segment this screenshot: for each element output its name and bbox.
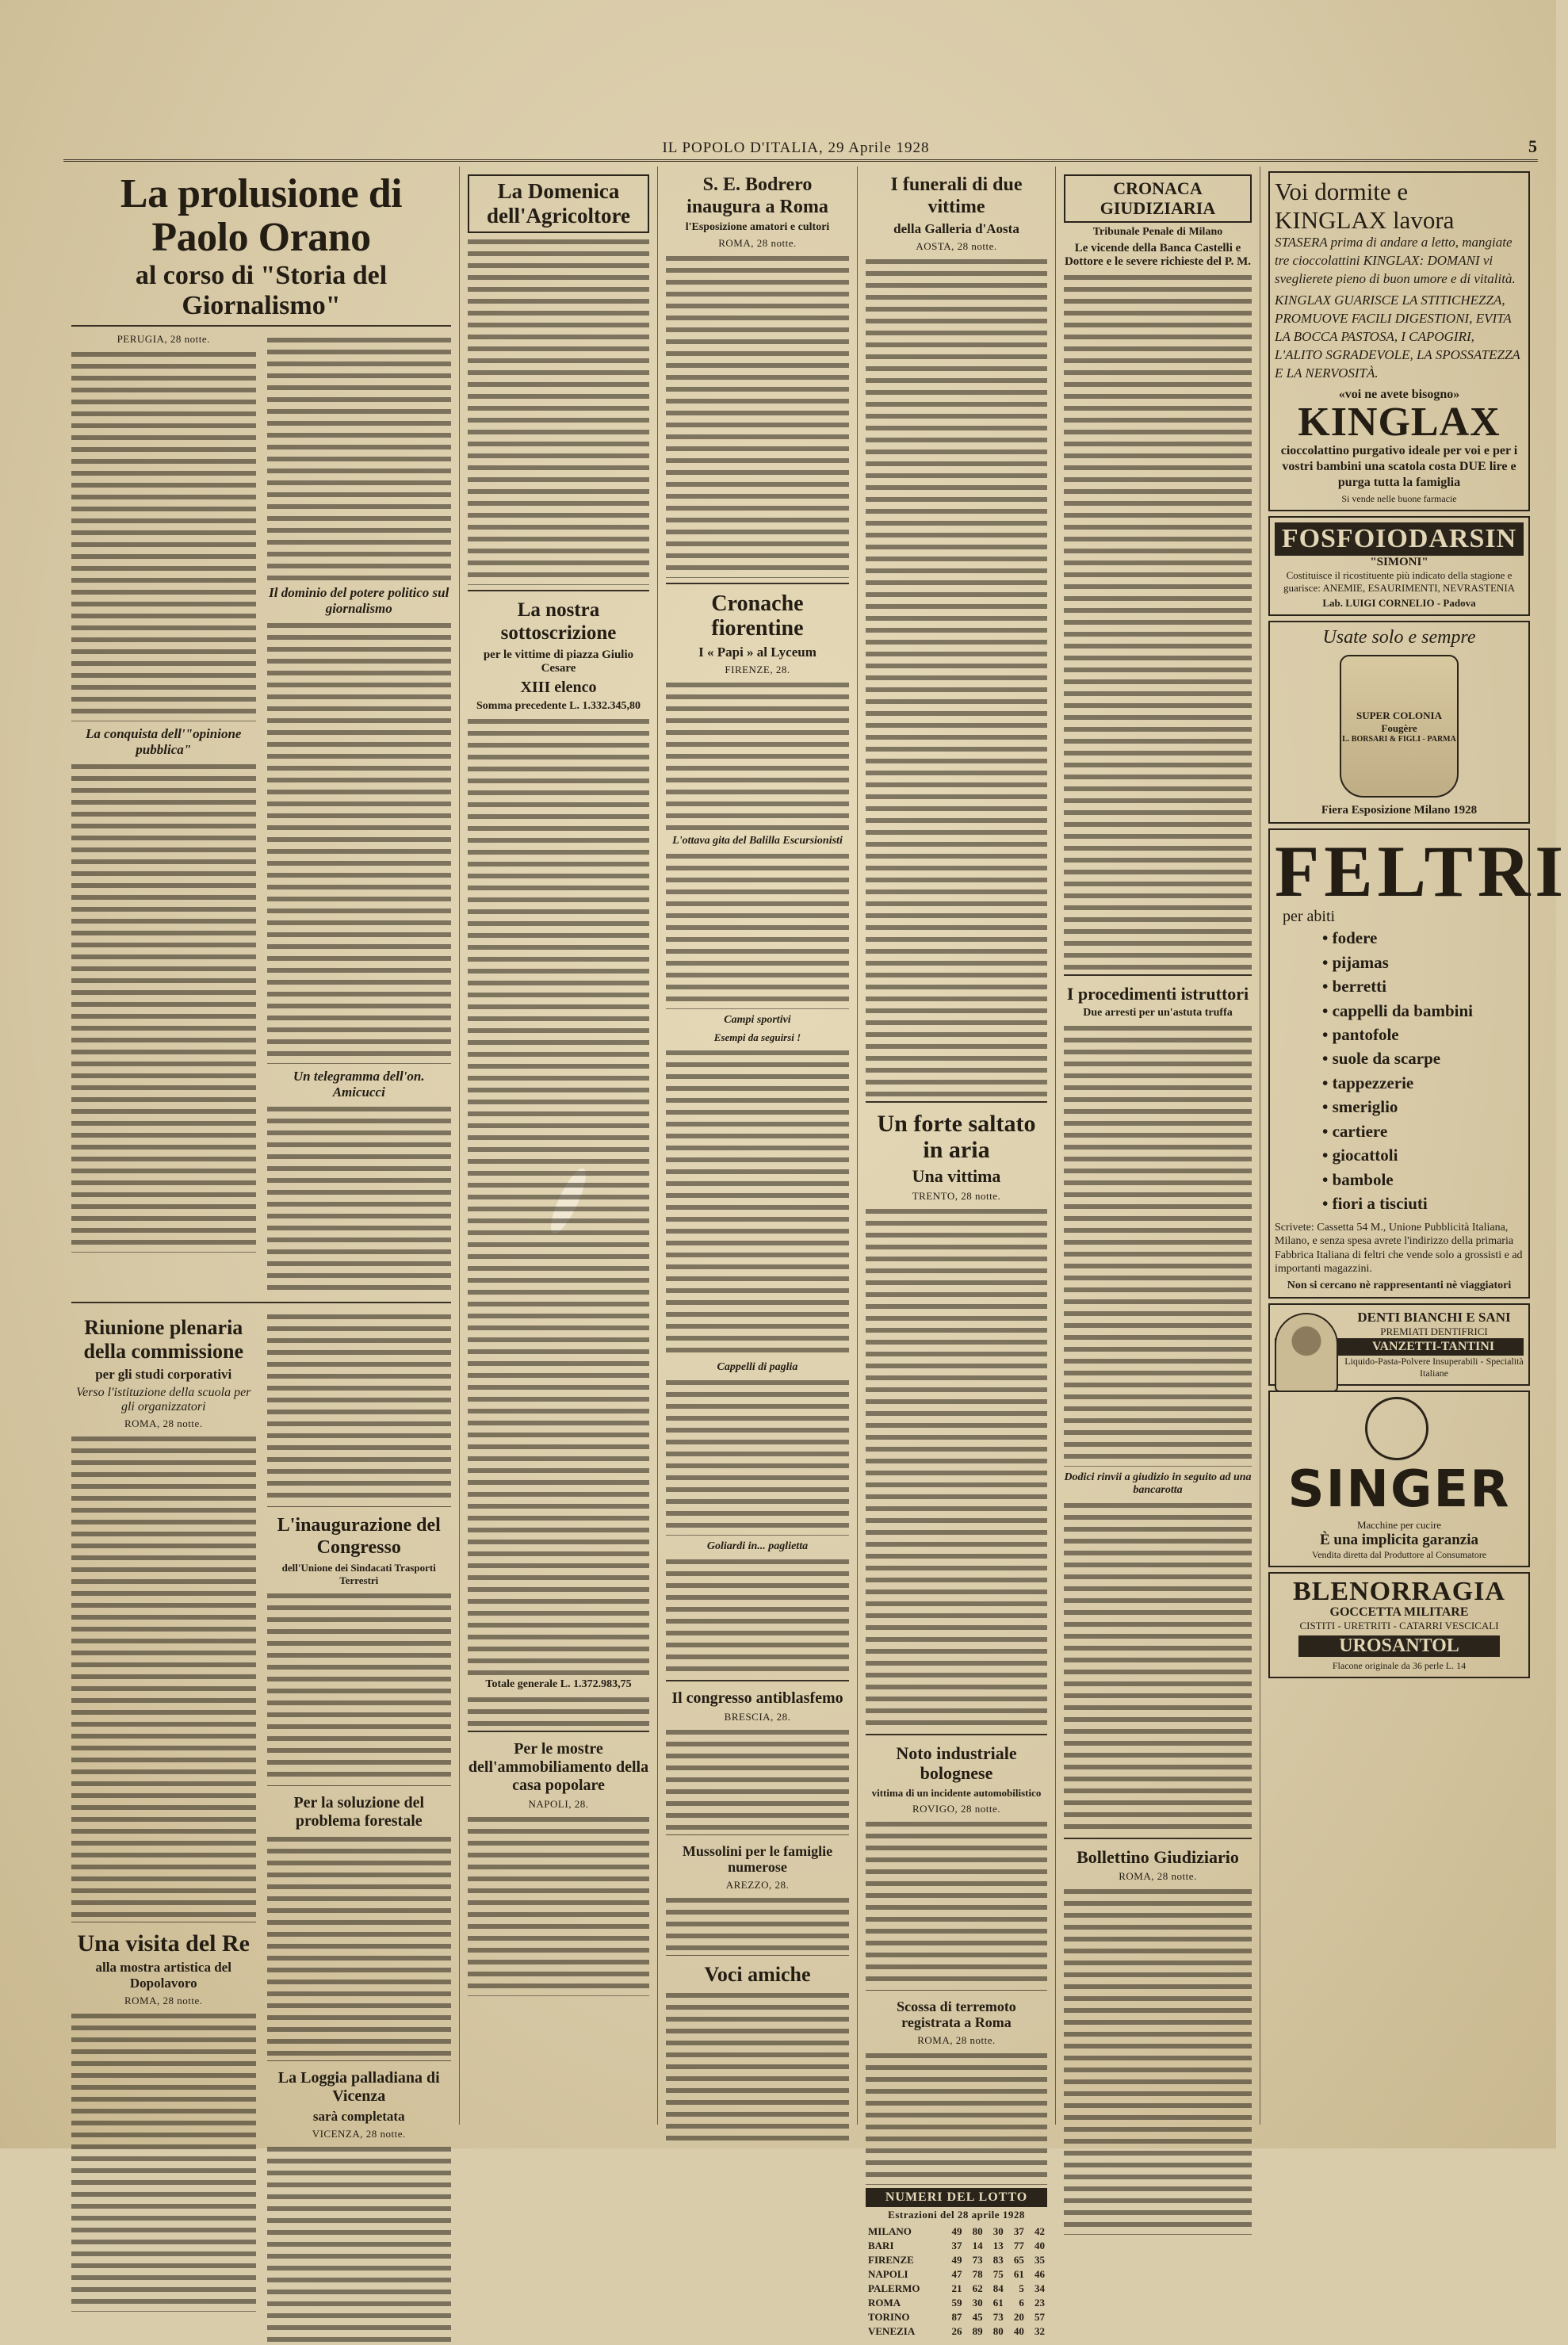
lotto-city: FIRENZE xyxy=(868,2254,914,2267)
headline-bodrero: S. E. Bodrero inaugura a Roma xyxy=(686,174,828,217)
article-body-orano-e xyxy=(267,1104,452,1294)
lotto-row xyxy=(866,2296,1047,2310)
lotto-number: 78 xyxy=(972,2268,983,2281)
article-body-agricoltore xyxy=(468,236,649,585)
headline-congresso-trasporti: L'inaugurazione del Congresso xyxy=(277,1514,441,1558)
headline-famiglie-numerose: Mussolini per le famiglie numerose xyxy=(682,1842,833,1876)
sub-loggia: sarà completata xyxy=(312,2109,405,2125)
lotto-table xyxy=(866,2224,1047,2339)
lotto-number: 40 xyxy=(1013,2325,1024,2338)
lotto-number: 49 xyxy=(951,2254,962,2267)
lotto-city: ROMA xyxy=(868,2297,901,2309)
fosfo-text: Costituisce il ricostituente più indicato della stagione e guarisce: ANEMIE, ESAURIMENTI, NEVRASTENIA xyxy=(1283,568,1516,595)
fosfo-lab: Lab. LUIGI CORNELIO - Padova xyxy=(1322,597,1476,610)
lotto-city: NAPOLI xyxy=(868,2268,908,2281)
article-body-bollettino xyxy=(1064,1886,1252,2235)
lotto-number: 80 xyxy=(972,2225,983,2238)
lotto-subtitle: Estrazioni del 28 aprile 1928 xyxy=(888,2209,1025,2221)
subhead-rinvii: Dodici rinvii a giudizio in seguito ad una bancarotta xyxy=(1064,1471,1252,1496)
column-ads xyxy=(1260,166,1568,2125)
lotto-number: 73 xyxy=(992,2311,1004,2324)
lotto-number: 40 xyxy=(1034,2240,1045,2252)
lotto-number: 35 xyxy=(1034,2254,1045,2267)
fougere-maker: L. BORSARI & FIGLI - PARMA xyxy=(1342,734,1456,744)
article-body-voci-amiche xyxy=(666,1990,849,2140)
lotto-row xyxy=(866,2282,1047,2296)
article-body-fiorentine-d xyxy=(666,1377,849,1536)
sub-bodrero: l'Esposizione amatori e cultori xyxy=(685,221,830,234)
lotto-number: 14 xyxy=(972,2240,983,2252)
headline-loggia: La Loggia palladiana di Vicenza xyxy=(277,2069,440,2106)
headline-forte-saltato: Un forte saltato in aria xyxy=(877,1111,1036,1164)
sub-banca-castelli: Le vicende della Banca Castelli e Dottore e le severe richieste del P. M. xyxy=(1064,241,1252,268)
headline-funerali: I funerali di due vittime xyxy=(890,174,1023,217)
blen-brand: UROSANTOL xyxy=(1298,1635,1500,1657)
lotto-city: BARI xyxy=(868,2240,894,2252)
article-body-bodrero xyxy=(666,253,849,578)
headline-orano-sub: al corso di "Storia del Giornalismo" xyxy=(135,261,388,320)
lotto-number: 45 xyxy=(972,2311,983,2324)
headline-antiblasfemo: Il congresso antiblasfemo xyxy=(671,1689,843,1707)
dateline-bollettino: ROMA, 28 notte. xyxy=(1119,1870,1197,1883)
lotto-number: 84 xyxy=(992,2282,1004,2295)
kinglax-banner2: cioccolattino purgativo ideale per voi e per i vostri bambini una scatola costa DUE lire e purga tutta la famiglia xyxy=(1280,443,1518,489)
dateline-bodrero: ROMA, 28 notte. xyxy=(718,237,797,250)
kinglax-headline: Voi dormite e KINGLAX lavora xyxy=(1275,178,1455,234)
lotto-number: 30 xyxy=(992,2225,1004,2238)
kinglax-banner1: «voi ne avete bisogno» xyxy=(1338,387,1460,401)
lotto-number: 47 xyxy=(951,2268,962,2281)
fougere-foot: Fiera Esposizione Milano 1928 xyxy=(1321,804,1478,817)
subi-commissione: Verso l'istituzione della scuola per gli organizzatori xyxy=(76,1385,251,1414)
article-body-procedimenti xyxy=(1064,1023,1252,1467)
subhead-campi: Campi sportivi xyxy=(724,1013,791,1026)
column-giudiziaria xyxy=(1056,166,1260,2125)
article-body-congresso xyxy=(267,1590,452,1781)
headline-ammobiliamento: Per le mostre dell'ammobiliamento della casa popolare xyxy=(468,1739,649,1794)
headline-sottoscrizione: La nostra sottoscrizione xyxy=(500,599,617,644)
article-body-fiorentine-a xyxy=(666,679,849,830)
subhead-balilla: L'ottava gita del Balilla Escursionisti xyxy=(672,834,843,847)
dateline-antiblasfemo: BRESCIA, 28. xyxy=(724,1710,791,1723)
sub-sottoscrizione: per le vittime di piazza Giulio Cesare xyxy=(483,648,634,675)
article-body-orano-a xyxy=(71,349,256,721)
singer-tag: È una implicita garanzia xyxy=(1319,1531,1479,1548)
lotto-row xyxy=(866,2267,1047,2282)
lotto-number: 83 xyxy=(992,2254,1004,2267)
column-bodrero xyxy=(658,166,858,2125)
lotto-number: 37 xyxy=(1013,2225,1024,2238)
lotto-number: 30 xyxy=(972,2297,983,2309)
headline-forestale: Per la soluzione del problema forestale xyxy=(293,1794,425,1830)
feltri-foot: Non si cercano nè rappresentanti nè viaggiatori xyxy=(1287,1279,1512,1291)
column-orano xyxy=(63,166,460,2140)
lotto-number: 5 xyxy=(1019,2282,1024,2295)
feltri-contact: Scrivete: Cassetta 54 M., Unione Pubblicità Italiana, Milano, e senza spesa avrete l'indirizzo della primaria Fabbrica Italiana di feltri che vende solo a grossisti e ad importanti magazzini. xyxy=(1275,1221,1523,1276)
article-body-famiglie xyxy=(666,1895,849,1950)
article-body-orano-c xyxy=(267,335,452,580)
ad-kinglax xyxy=(1268,171,1530,511)
subhead-cappelli: Cappelli di paglia xyxy=(717,1360,798,1373)
article-body-antiblasfemo xyxy=(666,1727,849,1830)
article-body-commissione xyxy=(71,1433,256,1917)
article-body-sottoscrizione xyxy=(468,716,649,1675)
headline-terremoto: Scossa di terremoto registrata a Roma xyxy=(897,1998,1016,2031)
kinglax-logo: KINGLAX xyxy=(1298,399,1501,445)
fougere-head: Usate solo e sempre xyxy=(1322,627,1476,648)
lotto-number: 87 xyxy=(951,2311,962,2324)
feltri-item: • fiori a tisciuti xyxy=(1322,1192,1524,1215)
lotto-number: 61 xyxy=(1013,2268,1024,2281)
headline-procedimenti: I procedimenti istruttori xyxy=(1066,983,1249,1004)
article-body-forte xyxy=(866,1206,1047,1729)
denti-brand: VANZETTI-TANTINI xyxy=(1275,1338,1524,1356)
page-number: 5 xyxy=(1528,136,1538,156)
feltri-item: • fodere xyxy=(1322,926,1524,950)
lotto-number: 42 xyxy=(1034,2225,1045,2238)
feltri-item: • tappezzerie xyxy=(1322,1071,1524,1095)
lotto-number: 6 xyxy=(1019,2297,1024,2309)
headline-agricoltore: La Domenica dell'Agricoltore xyxy=(468,174,649,233)
sub-fiorentine: I « Papi » al Lyceum xyxy=(698,644,817,660)
headline-fiorentine: Cronache fiorentine xyxy=(711,591,804,641)
ad-blenorragia xyxy=(1268,1572,1530,1678)
lotto-city: TORINO xyxy=(868,2311,910,2324)
subhead-goliardi: Goliardi in... paglietta xyxy=(706,1540,809,1552)
article-body-fiorentine-e xyxy=(666,1556,849,1675)
feltri-item: • bambole xyxy=(1322,1168,1524,1192)
lotto-city: VENEZIA xyxy=(868,2325,916,2338)
article-body-orano-f xyxy=(267,1311,452,1501)
fosfo-title: FOSFOIODARSIN xyxy=(1275,522,1524,556)
lotto-title: NUMERI DEL LOTTO xyxy=(866,2188,1047,2207)
fougere-brand: SUPER COLONIA Fougère xyxy=(1356,709,1442,734)
ad-fougere xyxy=(1268,621,1530,824)
lotto-number: 59 xyxy=(951,2297,962,2309)
article-body-terremoto xyxy=(866,2050,1047,2185)
lotto-row xyxy=(866,2310,1047,2324)
sub-congresso-trasporti: dell'Unione dei Sindacati Trasporti Terrestri xyxy=(281,1562,436,1587)
fosfo-sub: "SIMONI" xyxy=(1370,555,1428,568)
feltri-item: • giocattoli xyxy=(1322,1143,1524,1167)
sub-commissione: per gli studi corporativi xyxy=(95,1366,232,1382)
ad-feltri xyxy=(1268,828,1568,1298)
kinglax-text2: KINGLAX GUARISCE LA STITICHEZZA, PROMUOVE FACILI DIGESTIONI, EVITA LA BOCCA PASTOSA, I CAPOGIRI, L'ALITO SGRADEVOLE, LA SPOSSATEZZA E LA NERVOSITÀ. xyxy=(1275,293,1520,381)
lotto-number: 62 xyxy=(972,2282,983,2295)
sub-procedimenti: Due arresti per un'astuta truffa xyxy=(1083,1006,1233,1019)
dateline-terremoto: ROMA, 28 notte. xyxy=(917,2034,996,2047)
dateline-orano: PERUGIA, 28 notte. xyxy=(117,332,210,345)
dateline-loggia: VICENZA, 28 notte. xyxy=(312,2128,406,2140)
lotto-number: 75 xyxy=(992,2268,1004,2281)
elenco-sottoscrizione: XIII elenco xyxy=(520,678,597,696)
dateline-funerali: AOSTA, 28 notte. xyxy=(916,240,997,253)
headline-voci-amiche: Voci amiche xyxy=(704,1963,811,1987)
portrait-icon xyxy=(1275,1313,1338,1392)
lotto-row xyxy=(866,2253,1047,2267)
headline-commissione: Riunione plenaria della commissione xyxy=(83,1315,243,1363)
article-body-fiorentine-b xyxy=(666,851,849,1009)
sub-visita-re: alla mostra artistica del Dopolavoro xyxy=(95,1959,231,1991)
singer-foot: Vendita diretta dal Produttore al Consumatore xyxy=(1311,1548,1487,1560)
lotto-city: MILANO xyxy=(868,2225,912,2238)
feltri-per: per abiti xyxy=(1283,908,1336,926)
lotto-number: 61 xyxy=(992,2297,1004,2309)
headline-industriale: Noto industriale bolognese xyxy=(896,1743,1017,1784)
kinglax-foot: Si vende nelle buone farmacie xyxy=(1341,492,1457,504)
blen-text: CISTITI - URETRITI - CATARRI VESCICALI xyxy=(1299,1619,1499,1632)
feltri-title: FELTRI xyxy=(1275,831,1568,912)
lotto-number: 73 xyxy=(972,2254,983,2267)
page-masthead xyxy=(63,136,1538,162)
article-body-forestale xyxy=(267,1834,452,2056)
article-body-orano-b xyxy=(71,761,256,1253)
feltri-item: • cappelli da bambini xyxy=(1322,999,1524,1023)
blen-title: BLENORRAGIA xyxy=(1293,1576,1505,1606)
column-funerali xyxy=(858,166,1056,2338)
lotto-number: 32 xyxy=(1034,2325,1045,2338)
lotto-number: 49 xyxy=(951,2225,962,2238)
lotto-row xyxy=(866,2239,1047,2253)
headline-bollettino: Bollettino Giudiziario xyxy=(1077,1846,1239,1867)
feltri-item: • pantofole xyxy=(1322,1023,1524,1046)
subhead-dominio: Il dominio del potere politico sul giornalismo xyxy=(269,584,449,616)
dateline-ammobiliamento: NAPOLI, 28. xyxy=(528,1797,589,1810)
sub-tribunale: Tribunale Penale di Milano xyxy=(1092,225,1223,238)
totale-generale: Totale generale L. 1.372.983,75 xyxy=(485,1677,632,1690)
feltri-list xyxy=(1275,926,1524,1215)
dateline-visita-re: ROMA, 28 notte. xyxy=(124,1994,203,2006)
dateline-industriale: ROVIGO, 28 notte. xyxy=(912,1802,1001,1815)
denti-title: DENTI BIANCHI E SANI xyxy=(1357,1309,1511,1325)
lotto-number: 26 xyxy=(951,2325,962,2338)
kinglax-text: STASERA prima di andare a letto, mangiate tre cioccolattini KINGLAX: DOMANI vi sveglierete pieno di buon umore e di vitalità. xyxy=(1275,235,1516,287)
lotto-number: 37 xyxy=(951,2240,962,2252)
lotto-number: 20 xyxy=(1013,2311,1024,2324)
ad-fosfoiodarsin xyxy=(1268,516,1530,617)
lotto-number: 46 xyxy=(1034,2268,1045,2281)
blen-foot: Flacone originale da 36 perle L. 14 xyxy=(1332,1659,1467,1671)
lotto-row xyxy=(866,2224,1047,2239)
sub-funerali: della Galleria d'Aosta xyxy=(893,221,1019,237)
lotto-number: 77 xyxy=(1013,2240,1024,2252)
article-body-ammobiliamento xyxy=(468,1814,649,1996)
singer-logo: SINGER xyxy=(1287,1459,1511,1519)
dateline-commissione: ROMA, 28 notte. xyxy=(124,1417,203,1429)
lotto-number: 57 xyxy=(1034,2311,1045,2324)
article-body-funerali xyxy=(866,256,1047,1096)
dateline-famiglie: AREZZO, 28. xyxy=(725,1879,790,1892)
denti-sub: PREMIATI DENTIFRICI xyxy=(1380,1325,1488,1337)
article-body-fiorentine-c xyxy=(666,1047,849,1356)
cologne-bottle-icon xyxy=(1340,655,1459,798)
article-body-totale xyxy=(468,1694,649,1726)
lotto-number: 80 xyxy=(992,2325,1004,2338)
lotto-number: 34 xyxy=(1034,2282,1045,2295)
feltri-item: • smeriglio xyxy=(1322,1095,1524,1119)
article-body-visita-re xyxy=(71,2010,256,2312)
feltri-item: • pijamas xyxy=(1322,951,1524,974)
subhead-telegramma: Un telegramma dell'on. Amicucci xyxy=(293,1068,425,1100)
lotto-number: 21 xyxy=(951,2282,962,2295)
lotto-row xyxy=(866,2324,1047,2339)
headline-giudiziaria: CRONACA GIUDIZIARIA xyxy=(1064,174,1252,223)
article-body-orano-d xyxy=(267,620,452,1064)
subhead-opinione: La conquista dell'"opinione pubblica" xyxy=(86,725,242,757)
subhead-esempi: Esempi da seguirsi ! xyxy=(713,1031,801,1043)
headline-orano: La prolusione di Paolo Orano xyxy=(120,171,403,260)
somma-precedente: Somma precedente L. 1.332.345,80 xyxy=(476,699,641,712)
lotto-city: PALERMO xyxy=(868,2282,920,2295)
feltri-item: • cartiere xyxy=(1322,1119,1524,1143)
dateline-fiorentine: FIRENZE, 28. xyxy=(725,663,790,675)
article-body-rinvii xyxy=(1064,1500,1252,1833)
ad-singer xyxy=(1268,1391,1530,1567)
singer-seal-icon xyxy=(1365,1397,1428,1460)
column-agricoltore xyxy=(460,166,658,2125)
article-body-industriale xyxy=(866,1819,1047,1985)
singer-text: Macchine per cucire xyxy=(1356,1518,1442,1531)
denti-text: Liquido-Pasta-Polvere Insuperabili - Specialità Italiane xyxy=(1344,1355,1524,1379)
lotto-number: 65 xyxy=(1013,2254,1024,2267)
article-body-banca xyxy=(1064,272,1252,970)
blen-sub: GOCCETTA MILITARE xyxy=(1329,1605,1469,1619)
headline-visita-re: Una visita del Re xyxy=(77,1930,250,1957)
lotto-number: 13 xyxy=(992,2240,1004,2252)
masthead-title: IL POPOLO D'ITALIA, 29 Aprile 1928 xyxy=(662,140,930,156)
sub-forte-saltato: Una vittima xyxy=(912,1166,1001,1187)
feltri-item: • suole da scarpe xyxy=(1322,1046,1524,1070)
lotto-number: 89 xyxy=(972,2325,983,2338)
feltri-item: • berretti xyxy=(1322,974,1524,998)
sub-industriale: vittima di un incidente automobilistico xyxy=(871,1786,1042,1799)
dateline-forte: TRENTO, 28 notte. xyxy=(912,1190,1001,1203)
lotto-number: 23 xyxy=(1034,2297,1045,2309)
ad-dentifrici xyxy=(1268,1303,1530,1386)
article-body-loggia xyxy=(267,2144,452,2342)
